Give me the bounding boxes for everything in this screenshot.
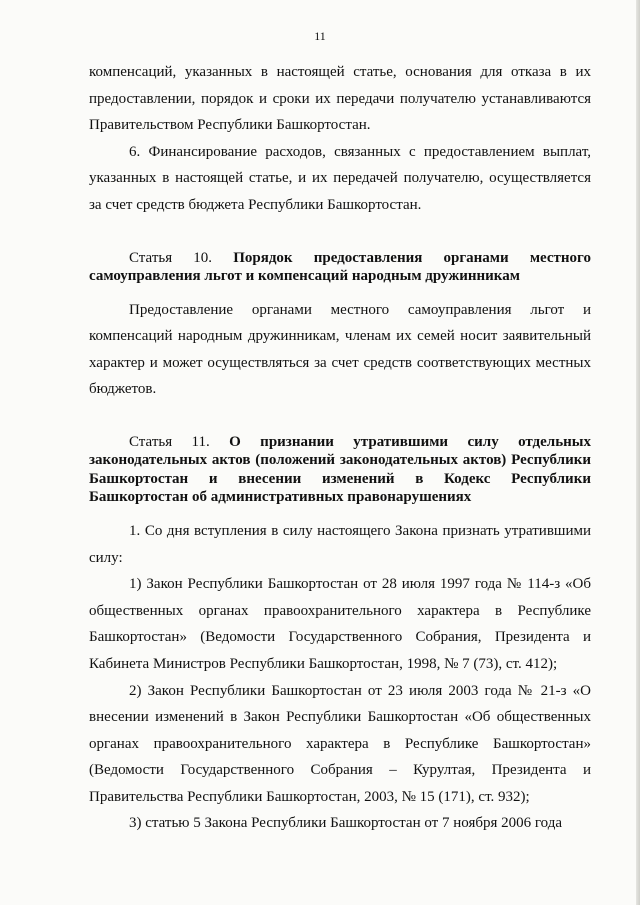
document-body: [89, 59, 591, 837]
article-11-item-1: 1) Закон Республики Башкортостан от 28 июля 1997 года № 114-з «Об общественных органах правоохранительного характера в Республике Башкортостан» (Ведомости Государственного Собрания, Президента и Кабинета Министров Республики Башкортостан, 1998, № 7 (73), ст. 412);: [89, 576, 591, 672]
page-number: 11: [314, 29, 326, 43]
article-10-title: Порядок предоставления органами местного самоуправления льгот и компенсаций народным дружинникам: [89, 249, 591, 285]
section-gap: [89, 403, 591, 429]
section-gap: [89, 219, 591, 245]
scan-edge: [636, 0, 640, 905]
article-11-label: Статья 11.: [129, 433, 210, 450]
article-10-label: Статья 10.: [129, 249, 213, 266]
paragraph-financing: 6. Финансирование расходов, связанных с предоставлением выплат, указанных в настоящей статье, и их передачей получателю, осуществляется за счет средств бюджета Республики Башкортостан.: [89, 143, 591, 213]
article-10-heading-block: [89, 245, 591, 297]
article-11-part-1: 1. Со дня вступления в силу настоящего Закона признать утратившими силу:: [89, 522, 591, 566]
article-11-heading-block: [89, 429, 591, 518]
article-10-text: Предоставление органами местного самоуправления льгот и компенсаций народным дружинникам, членам их семей носит заявительный характер и может осуществляться за счет средств соответствующих местных бюджетов.: [89, 301, 591, 398]
paragraph-continuation: компенсаций, указанных в настоящей статье, основания для отказа в их предоставлении, порядок и сроки их передачи получателю устанавливаются Правительством Республики Башкортостан.: [89, 64, 591, 134]
article-11-heading: [89, 433, 591, 507]
article-11-item-2: 2) Закон Республики Башкортостан от 23 июля 2003 года № 21-з «О внесении изменений в Закон Республики Башкортостан «Об общественных органах правоохранительного характера в Республике Башкортостан» (Ведомости Государственного Собрания – Курултая, Президента и Правительства Республики Башкортостан, 2003, № 15 (171), ст. 932);: [89, 682, 591, 805]
article-11-title: О признании утратившими силу отдельных законодательных актов (положений законодательных актов) Республики Башкортостан и внесении изменений в Кодекс Республики Башкортостан об административных правонарушениях: [89, 433, 592, 506]
article-10-heading: [89, 249, 591, 286]
article-11-item-3: 3) статью 5 Закона Республики Башкортостан от 7 ноября 2006 года: [129, 815, 563, 832]
